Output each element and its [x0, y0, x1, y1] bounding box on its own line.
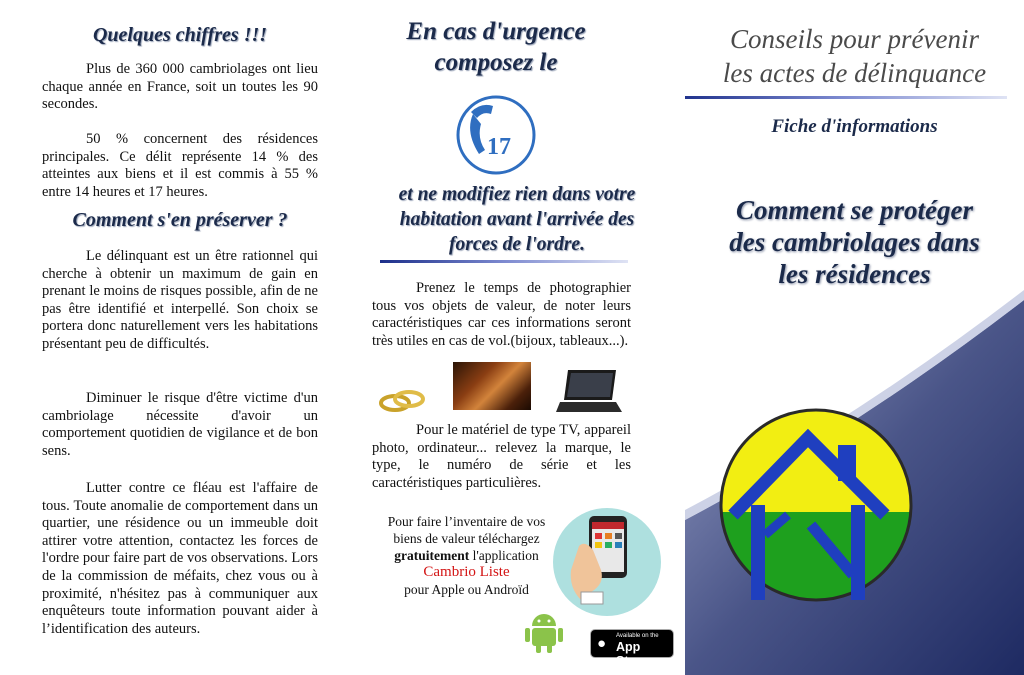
- app-text-line3: [374, 547, 559, 564]
- panel-middle: [341, 0, 685, 675]
- paragraph-photographier: Prenez le temps de photographier tous vos objets de valeur, de noter leurs caractéristiques car ces informations seront très utiles en cas de vol.(bijoux, tableaux...).: [372, 280, 631, 349]
- store-badge-small: Available on the: [616, 633, 659, 639]
- paragraph-statistics-2: 50 % concernent des résidences principales. Ce délit représente 14 % des atteintes aux biens et il est commis à 55 % entre 14 heures et 17 heures.: [42, 131, 318, 200]
- android-icon: [523, 610, 565, 654]
- heading-urgence: [381, 16, 611, 78]
- paragraph-vigilance: Diminuer le risque d'être victime d'un cambriolage nécessite d'avoir un comportement quotidien de vigilance et de bon sens.: [42, 390, 318, 459]
- paragraph-delinquent: Le délinquant est un être rationnel qui cherche à obtenir un maximum de gain en prenant le moins de risques possible, afin de ne pas être identifié et interpellé. Son choix se portera donc naturellement vers les habitations présentant peu de difficultés.: [42, 248, 318, 352]
- headline-line2: des cambriolages dans: [729, 227, 980, 257]
- paragraph-materiel: Pour le matériel de type TV, appareil photo, ordinateur... relevez la marque, le type, le numéro de série et les caractéristiques particulières.: [372, 422, 631, 491]
- app-text-line1: Pour faire l’inventaire de vos: [387, 514, 546, 529]
- heading-quelques-chiffres: Quelques chiffres !!!: [92, 24, 268, 46]
- paragraph-statistics-1: Plus de 360 000 cambriolages ont lieu chaque année en France, soit un toutes les 90 secondes.: [42, 61, 318, 113]
- laptop-image: [554, 366, 626, 416]
- title-line2: les actes de délinquance: [722, 58, 987, 88]
- house-logo: [713, 390, 923, 620]
- heading-urgence-line2: composez le: [434, 49, 558, 76]
- headline: [685, 194, 1024, 290]
- panel-left: [0, 0, 341, 675]
- apple-icon: ●: [597, 635, 607, 652]
- subheading-line3: forces de l'ordre.: [449, 234, 585, 255]
- title-line1: Conseils pour prévenir: [730, 24, 979, 54]
- app-text-line5: pour Apple ou Androïd: [404, 582, 529, 597]
- headline-line3: les résidences: [778, 259, 931, 289]
- subheading-line2: habitation avant l'arrivée des: [399, 209, 635, 230]
- chimney: [838, 445, 856, 481]
- app-text-line2: biens de valeur téléchargez: [393, 531, 540, 546]
- title-divider: [685, 96, 1007, 99]
- app-text-bold: gratuitement: [394, 548, 470, 563]
- phone-in-hand-image: [551, 506, 663, 618]
- rings-image: [377, 385, 429, 415]
- app-store-badge[interactable]: [590, 629, 674, 668]
- title: [685, 22, 1024, 90]
- headline-line1: Comment se protéger: [736, 195, 973, 225]
- fiche-label: Fiche d'informations: [771, 116, 938, 137]
- app-name: Cambrio Liste: [423, 564, 510, 580]
- app-promo-text: [374, 513, 559, 598]
- phone-number-text: 17: [487, 134, 511, 160]
- panel-right: [685, 0, 1024, 675]
- divider: [380, 260, 628, 263]
- heading-urgence-line1: En cas d'urgence: [406, 18, 586, 45]
- subheading-line1: et ne modifiez rien dans votre: [398, 184, 636, 205]
- app-text-rest: l'application: [469, 548, 539, 563]
- painting-image: [453, 362, 531, 410]
- heading-comment-preserver: Comment s'en préserver ?: [72, 209, 288, 231]
- paragraph-lutter: Lutter contre ce fléau est l'affaire de tous. Toute anomalie de comportement dans un quartier, une résidence ou un immeuble doit attirer votre attention, contactez les forces de l'ordre pour faire part de vos observations. Lors de la commission de méfaits, chez vous ou à proximité, n'hésitez pas à communiquer aux enquêteurs toute information pouvant aider à l’identification des auteurs.: [42, 480, 318, 637]
- store-badge-name: App Store: [616, 640, 648, 668]
- phone-17-icon: [451, 90, 541, 180]
- subheading-ne-modifiez: [377, 182, 657, 257]
